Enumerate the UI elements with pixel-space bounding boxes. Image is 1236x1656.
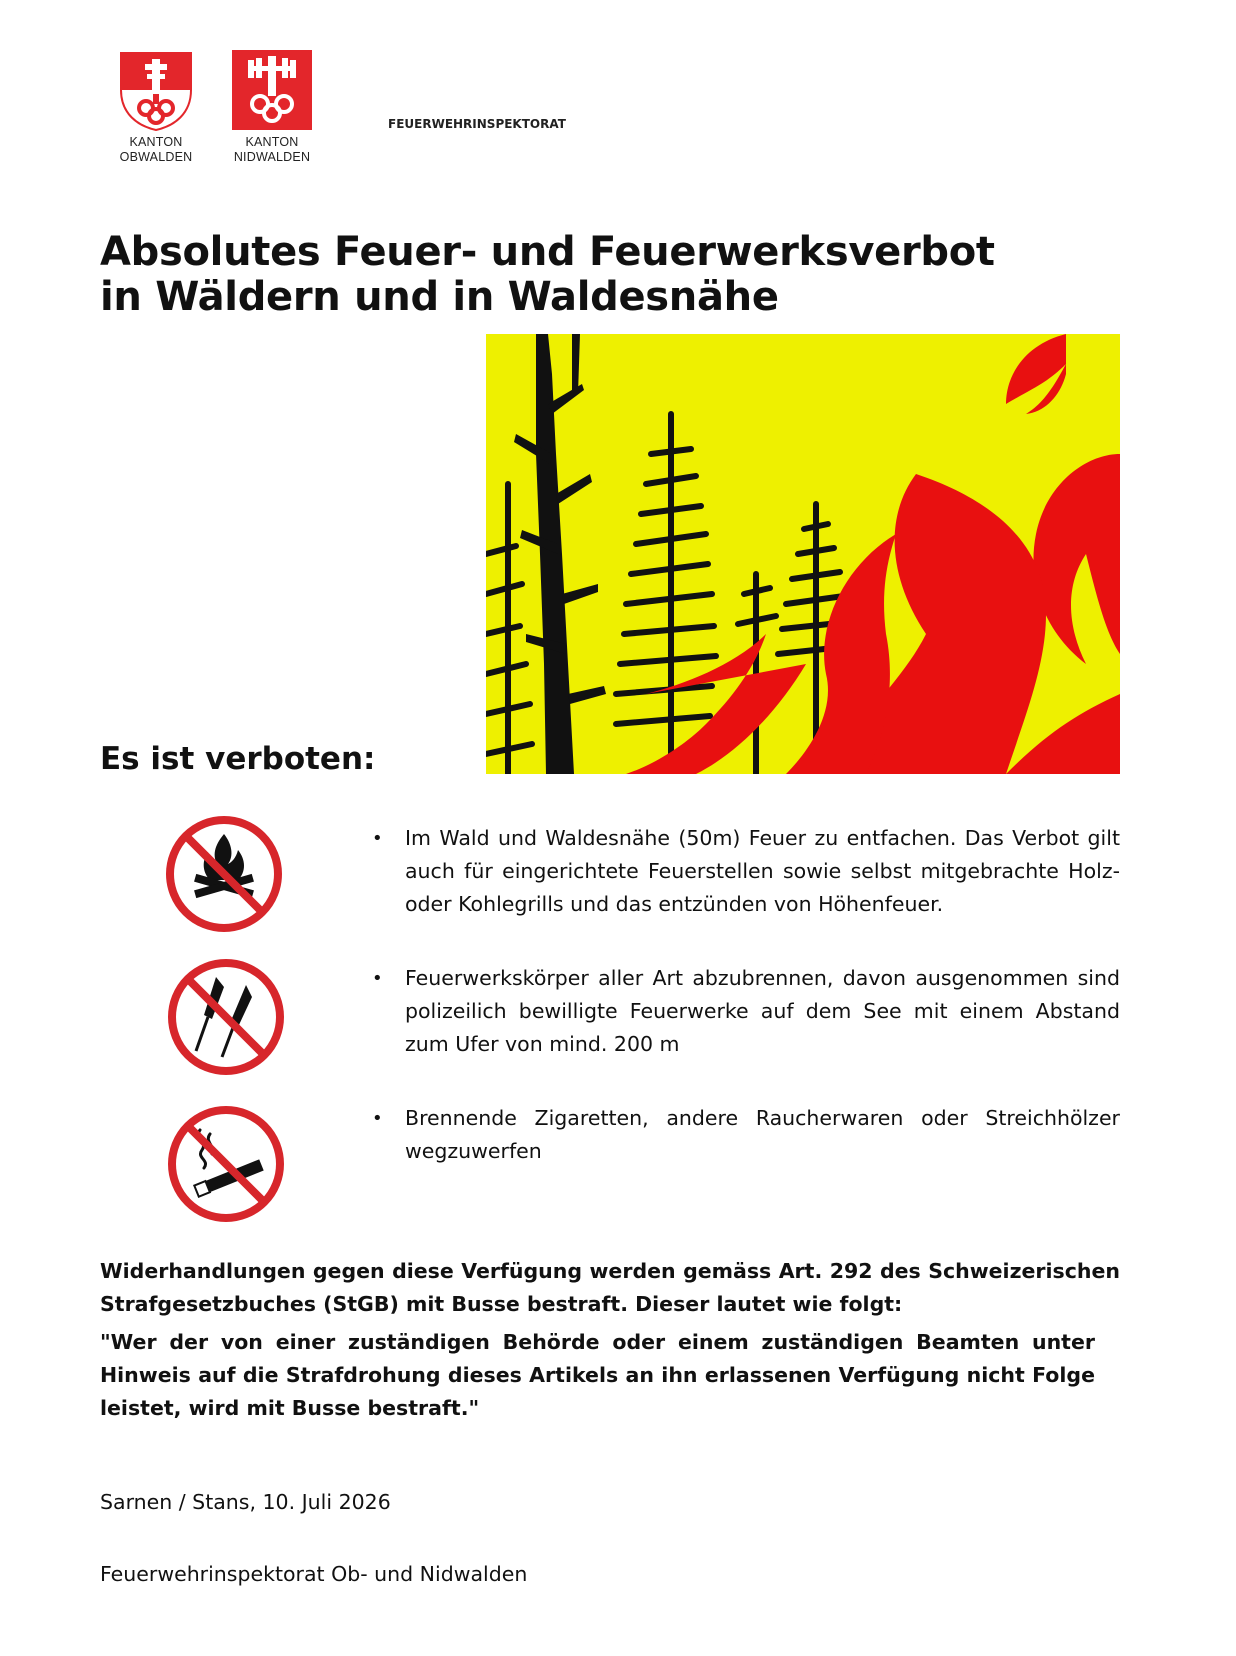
obwalden-caption-line1: KANTON [129,135,183,149]
prohibition-item-fireworks [372,962,1120,1061]
nidwalden-crest-icon [232,50,312,130]
prohibition-item-smoking [372,1102,1120,1168]
nidwalden-caption-line2: NIDWALDEN [233,150,311,164]
prohibition-text: Brennende Zigaretten, andere Raucherwaren oder Streichhölzer wegzuwerfen [405,1106,1120,1163]
no-campfire-icon [162,812,286,936]
nidwalden-caption-line1: KANTON [245,135,299,149]
page-title [100,230,1140,320]
signature: Feuerwehrinspektorat Ob- und Nidwalden [100,1562,528,1586]
nidwalden-caption [217,135,327,165]
bullet: • [372,1108,383,1129]
page-title-line2: in Wäldern und in Waldesnähe [100,274,779,320]
obwalden-caption-line2: OBWALDEN [119,150,193,164]
prohibition-text: Im Wald und Waldesnähe (50m) Feuer zu entfachen. Das Verbot gilt auch für eingerichtete Feuerstellen sowie selbst mitgebrachte Holz- oder Kohlegrills und das entzünden von Höhenfeuer. [405,826,1120,916]
obwalden-crest-icon [118,50,194,132]
place-date: Sarnen / Stans, 10. Juli 2026 [100,1490,391,1514]
obwalden-caption [101,135,211,165]
page-title-line1: Absolutes Feuer- und Feuerwerksverbot [100,229,995,275]
penalty-paragraph: Widerhandlungen gegen diese Verfügung werden gemäss Art. 292 des Schweizerischen Strafgesetzbuches (StGB) mit Busse bestraft. Dieser lautet wie folgt: [100,1259,1120,1316]
prohibition-item-fire [372,822,1120,921]
prohibition-text: Feuerwerkskörper aller Art abzubrennen, davon ausgenommen sind polizeilich bewilligte Feuerwerke auf dem See mit einem Abstand zum Ufer von mind. 200 m [405,966,1120,1056]
org-label: FEUERWEHRINSPEKTORAT [388,117,566,131]
no-fireworks-icon [164,955,288,1079]
bullet: • [372,828,383,849]
forest-fire-illustration [486,334,1120,774]
no-smoking-icon [164,1102,288,1226]
penalty-quote: "Wer der von einer zuständigen Behörde oder einem zuständigen Beamten unter Hinweis auf die Strafdrohung dieses Artikels an ihn erlassenen Verfügung nicht Folge leistet, wird mit Busse bestraft." [100,1330,1095,1420]
subheading: Es ist verboten: [100,741,376,777]
bullet: • [372,968,383,989]
